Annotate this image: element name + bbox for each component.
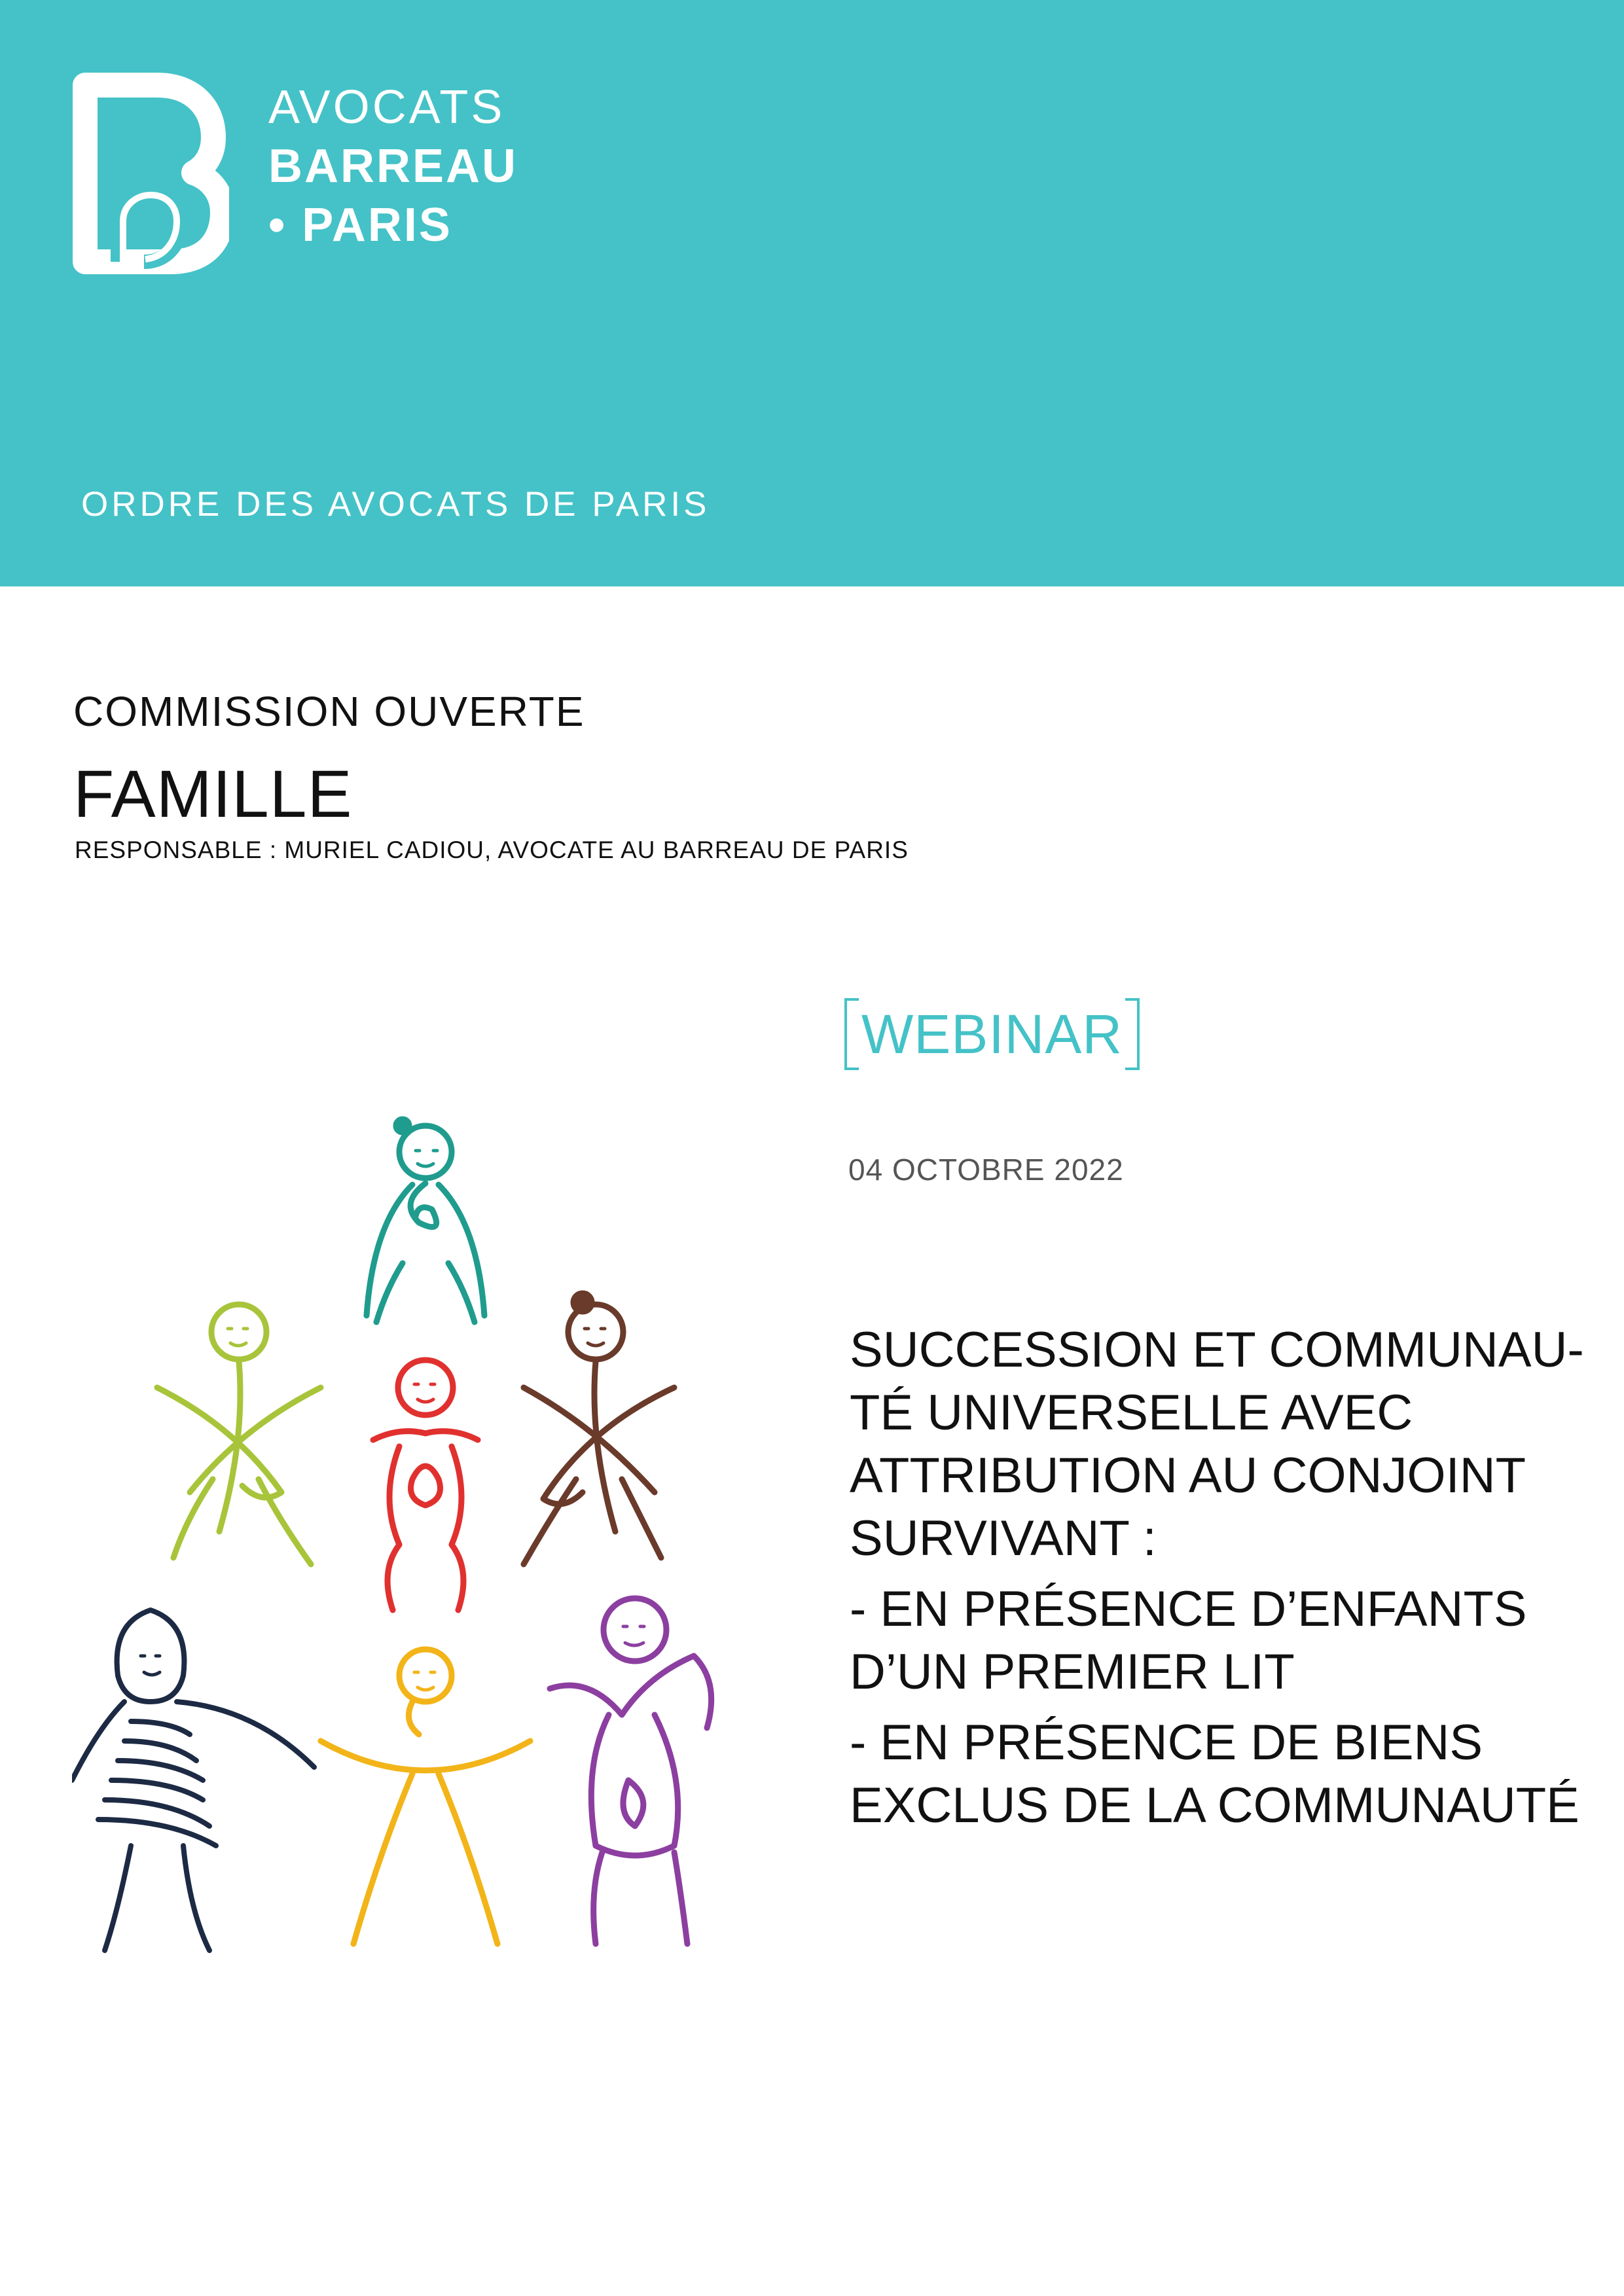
commission-manager: RESPONSABLE : MURIEL CADIOU, AVOCATE AU BARREAU DE PARIS [75, 836, 909, 863]
bullet-line: D’UN PREMIER LIT [850, 1644, 1295, 1700]
bullet-line: - EN PRÉSENCE D’ENFANTS [850, 1581, 1527, 1637]
event-date: 04 OCTOBRE 2022 [848, 1153, 1124, 1187]
figure-yellow [321, 1649, 530, 1944]
children-pyramid-illustration [72, 1113, 753, 1964]
figure-lime [157, 1304, 321, 1564]
commission-kicker: COMMISSION OUVERTE [73, 688, 585, 735]
figure-red [373, 1360, 478, 1610]
bullet-line: EXCLUS DE LA COMMUNAUTÉ [850, 1778, 1579, 1833]
brand-wordmark [268, 81, 518, 251]
order-name: ORDRE DES AVOCATS DE PARIS [81, 485, 710, 524]
bracket-right-icon [1125, 998, 1140, 1070]
brand-line-barreau: BARREAU [268, 140, 518, 192]
figure-teal [367, 1119, 484, 1322]
barreau-b-logo-icon [72, 72, 229, 275]
webinar-tag [844, 995, 1140, 1073]
title-line: SURVIVANT : [850, 1511, 1157, 1566]
brand-line-avocats: AVOCATS [268, 81, 505, 134]
figure-navy [72, 1610, 314, 1950]
commission-title: FAMILLE [73, 757, 353, 831]
title-line: TÉ UNIVERSELLE AVEC [850, 1385, 1413, 1441]
title-line: SUCCESSION ET COMMUNAU- [850, 1322, 1584, 1378]
figure-brown [524, 1293, 674, 1564]
brand-line-paris: • PARIS [268, 199, 452, 251]
bracket-left-icon [844, 998, 859, 1070]
webinar-label: WEBINAR [861, 1003, 1123, 1065]
header-band [0, 0, 1624, 586]
event-title [850, 1319, 1583, 1837]
title-line: ATTRIBUTION AU CONJOINT [850, 1448, 1526, 1503]
figure-purple [550, 1598, 712, 1944]
bullet-line: - EN PRÉSENCE DE BIENS [850, 1715, 1483, 1770]
